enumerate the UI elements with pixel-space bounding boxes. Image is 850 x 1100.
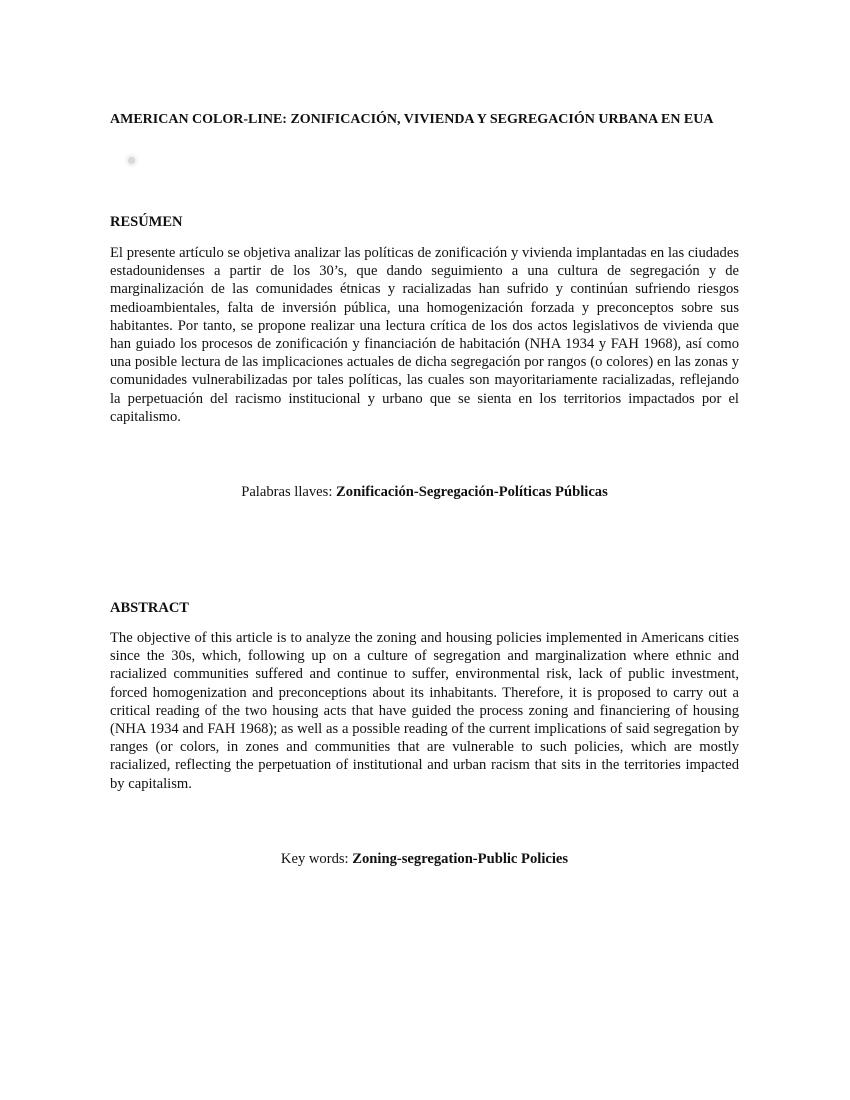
resumen-keywords bbox=[110, 484, 739, 501]
resumen-keywords-label: Palabras llaves: bbox=[241, 484, 337, 500]
resumen-heading: RESÚMEN bbox=[110, 214, 183, 230]
article-title: AMERICAN COLOR-LINE: ZONIFICACIÓN, VIVIENDA Y SEGREGACIÓN URBANA EN EUA bbox=[110, 112, 714, 127]
abstract-keywords-label: Key words: bbox=[280, 851, 353, 867]
abstract-heading: ABSTRACT bbox=[110, 600, 189, 616]
resumen-body: El presente artículo se objetiva analizar las políticas de zonificación y vivienda implantadas en las ciudades estadounidenses a partir de los 30’s, que dando seguimiento a una cultura de segregación y de marginalización de las comunidades étnicas y racializadas han sufrido y continúan sufriendo riesgos medioambientales, falta de inversión pública, una homogenización forzada y preconceptos sobre sus habitantes. Por tanto, se propone realizar una lectura crítica de los dos actos legislativos de vivienda que han guiado los procesos de zonificación y financiación de habitación (NHA 1934 y FAH 1968), así como una posible lectura de las implicaciones actuales de dicha segregación por rangos (o colores) en las zonas y comunidades vulnerabilizadas por tales políticas, las cuales son mayoritariamente racializadas, reflejando la perpetuación del racismo institucional y urbano que se sienta en los territorios impactados por el capitalismo. bbox=[110, 245, 739, 425]
abstract-keywords-values: Zoning-segregation-Public Policies bbox=[352, 851, 569, 867]
abstract-keywords bbox=[110, 851, 739, 868]
resumen-keywords-values: Zonificación-Segregación-Políticas Públicas bbox=[336, 484, 608, 500]
decorative-dot bbox=[128, 157, 135, 164]
abstract-body: The objective of this article is to analyze the zoning and housing policies implemented in Americans cities since the 30s, which, following up on a culture of segregation and marginalization where ethnic and racialized communities suffered and continue to suffer, environmental risk, lack of public investment, forced homogenization and preconceptions about its inhabitants. Therefore, it is proposed to carry out a critical reading of the two housing acts that have guided the process zoning and financiering of housing (NHA 1934 and FAH 1968); as well as a possible reading of the current implications of said segregation by ranges (or colors, in zones and communities that are vulnerable to such policies, which are mostly racialized, reflecting the perpetuation of institutional and urban racism that sits in the territories impacted by capitalism. bbox=[110, 630, 739, 792]
